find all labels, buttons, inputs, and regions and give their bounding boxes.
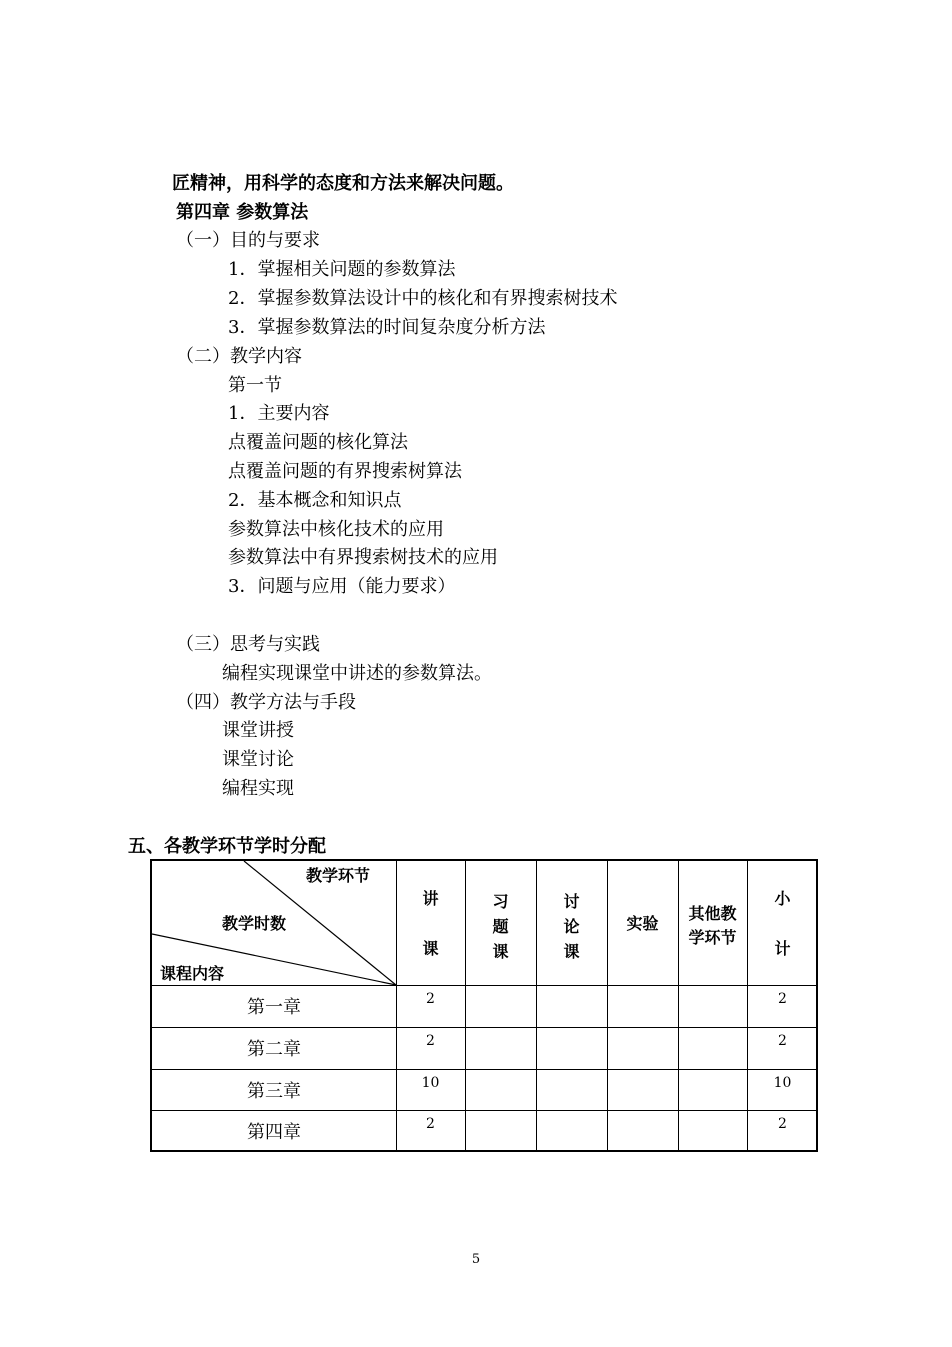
- list-item: 1．主要内容: [228, 403, 330, 424]
- col-header-char: 学环节: [688, 928, 737, 947]
- col-header-discussion: [536, 889, 607, 964]
- col-header-char: 讨: [563, 892, 580, 911]
- header-teaching-stage: 教学环节: [306, 866, 371, 885]
- header-course-content: 课程内容: [160, 964, 225, 983]
- list-item: 编程实现: [222, 778, 294, 799]
- list-item: 参数算法中核化技术的应用: [228, 519, 444, 540]
- list-item: 2．基本概念和知识点: [228, 490, 402, 511]
- hours-table: [150, 859, 818, 1152]
- column-divider: [607, 861, 608, 1150]
- lecture-hours: 2: [426, 991, 435, 1007]
- list-item: 3．问题与应用（能力要求）: [228, 576, 456, 597]
- row-label: 第四章: [247, 1122, 301, 1143]
- col-header-char: 课: [492, 942, 509, 961]
- list-item: 1．掌握相关问题的参数算法: [228, 259, 456, 280]
- lecture-hours: 2: [426, 1033, 435, 1049]
- subtotal-hours: 10: [773, 1075, 792, 1091]
- list-item: 第一节: [228, 375, 282, 396]
- chapter-heading: 第四章 参数算法: [176, 202, 309, 223]
- lecture-hours: 2: [426, 1116, 435, 1132]
- row-divider: [152, 1110, 816, 1111]
- list-item: 编程实现课堂中讲述的参数算法。: [222, 663, 492, 684]
- list-item: 参数算法中有界搜索树技术的应用: [228, 547, 498, 568]
- list-item: 点覆盖问题的有界搜索树算法: [228, 461, 462, 482]
- list-item: 2．掌握参数算法设计中的核化和有界搜索树技术: [228, 288, 618, 309]
- section-heading: （一）目的与要求: [176, 230, 320, 251]
- col-header-char: 习: [492, 892, 509, 911]
- header-teaching-hours: 教学时数: [222, 914, 287, 933]
- section-heading: （二）教学内容: [176, 346, 302, 367]
- col-header-char: 计: [774, 939, 791, 958]
- row-label: 第二章: [247, 1039, 301, 1060]
- col-header-char: 课: [563, 942, 580, 961]
- col-header-lecture: [396, 889, 465, 959]
- row-divider: [152, 1069, 816, 1070]
- col-header-experiment: [607, 914, 678, 934]
- lecture-hours: 10: [421, 1075, 440, 1091]
- list-item: 课堂讨论: [222, 749, 294, 770]
- row-label: 第一章: [247, 997, 301, 1018]
- col-header-exercise: [465, 889, 536, 964]
- col-header-char: 实验: [626, 914, 659, 933]
- col-header-char: 课: [422, 939, 439, 958]
- list-item: 点覆盖问题的核化算法: [228, 432, 408, 453]
- list-item: 课堂讲授: [222, 720, 294, 741]
- col-header-other: [678, 902, 747, 950]
- row-divider: [152, 1027, 816, 1028]
- subtotal-hours: 2: [778, 1033, 787, 1049]
- row-label: 第三章: [247, 1081, 301, 1102]
- col-header-char: 小: [774, 889, 791, 908]
- section-heading: （四）教学方法与手段: [176, 692, 356, 713]
- col-header-char: 讲: [422, 889, 439, 908]
- list-item: 3．掌握参数算法的时间复杂度分析方法: [228, 317, 546, 338]
- section-title: 五、各教学环节学时分配: [128, 836, 326, 857]
- paragraph-continuation: 匠精神，用科学的态度和方法来解决问题。: [172, 173, 514, 194]
- col-header-char: 其他教: [688, 904, 737, 923]
- col-header-subtotal: [747, 889, 818, 959]
- col-header-char: 题: [492, 917, 509, 936]
- subtotal-hours: 2: [778, 1116, 787, 1132]
- subtotal-hours: 2: [778, 991, 787, 1007]
- col-header-char: 论: [563, 917, 580, 936]
- page-number: 5: [471, 1252, 481, 1267]
- section-heading: （三）思考与实践: [176, 634, 320, 655]
